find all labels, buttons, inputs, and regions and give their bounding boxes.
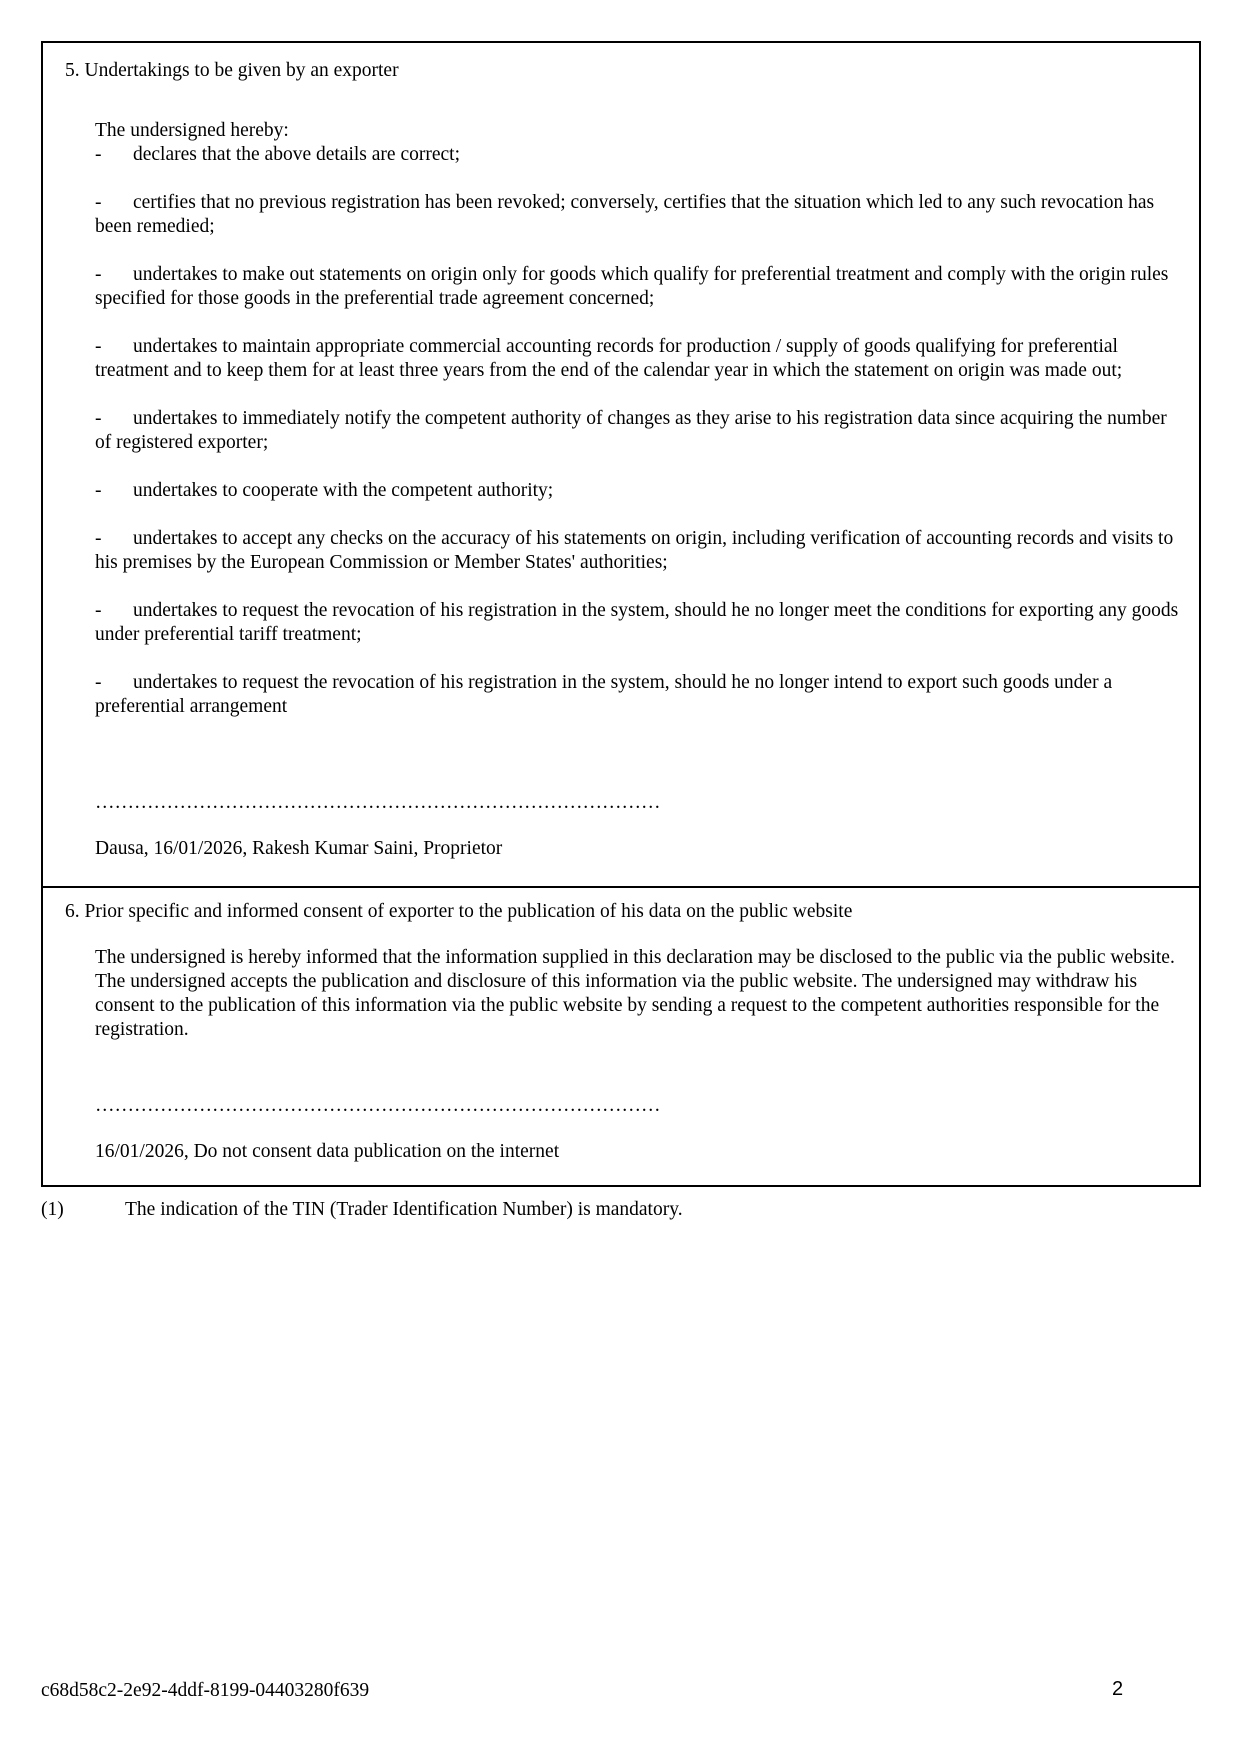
undertaking-item: - declares that the above details are correct; (95, 144, 460, 165)
signature-line: …………………………………………………………………………… (95, 792, 661, 813)
document-id: c68d58c2-2e92-4ddf-8199-04403280f639 (41, 1680, 370, 1701)
undertakings-list (95, 119, 1185, 719)
signature-text: 16/01/2026, Do not consent data publication on the internet (95, 1141, 560, 1162)
section-6-heading: 6. Prior specific and informed consent of exporter to the publication of his data on the public website (65, 901, 853, 922)
consent-paragraph: The undersigned is hereby informed that the information supplied in this declaration may be disclosed to the public via the public website. The undersigned accepts the publication and disclosure of this information via the public website. The undersigned may withdraw his consent to the publication of this information via the public website by sending a request to the competent authorities responsible for the registration. (95, 947, 1175, 1040)
undertaking-item: - undertakes to accept any checks on the accuracy of his statements on origin, including verification of accounting records and visits to his premises by the European Commission or Member States' authorities; (95, 528, 1174, 573)
page-number: 2 (1112, 1678, 1124, 1700)
section-5-undertakings (41, 41, 1201, 888)
undertaking-item: - undertakes to request the revocation of his registration in the system, should he no longer intend to export such goods under a preferential arrangement (95, 672, 1113, 717)
signature-line: …………………………………………………………………………… (95, 1095, 661, 1116)
section-6-consent (41, 886, 1201, 1187)
undertaking-item: - undertakes to cooperate with the competent authority; (95, 480, 554, 501)
undertaking-item: - certifies that no previous registration has been revoked; conversely, certifies that the situation which led to any such revocation has been remedied; (95, 192, 1155, 237)
footnote-text: The indication of the TIN (Trader Identification Number) is mandatory. (125, 1199, 683, 1220)
section-5-heading: 5. Undertakings to be given by an exporter (65, 60, 399, 81)
footnote-number: (1) (41, 1199, 64, 1220)
undertaking-item: - undertakes to make out statements on origin only for goods which qualify for preferential treatment and comply with the origin rules specified for those goods in the preferential trade agreement concerned; (95, 264, 1169, 309)
consent-paragraph-block (95, 946, 1185, 1042)
undertaking-item: - undertakes to immediately notify the competent authority of changes as they arise to his registration data since acquiring the number of registered exporter; (95, 408, 1167, 453)
undertakings-intro: The undersigned hereby: (95, 120, 289, 141)
undertaking-item: - undertakes to request the revocation of his registration in the system, should he no longer meet the conditions for exporting any goods under preferential tariff treatment; (95, 600, 1179, 645)
signature-text: Dausa, 16/01/2026, Rakesh Kumar Saini, Proprietor (95, 838, 503, 859)
undertaking-item: - undertakes to maintain appropriate commercial accounting records for production / supply of goods qualifying for preferential treatment and to keep them for at least three years from the end of the calendar year in which the statement on origin was made out; (95, 336, 1123, 381)
footnote (41, 1198, 683, 1222)
